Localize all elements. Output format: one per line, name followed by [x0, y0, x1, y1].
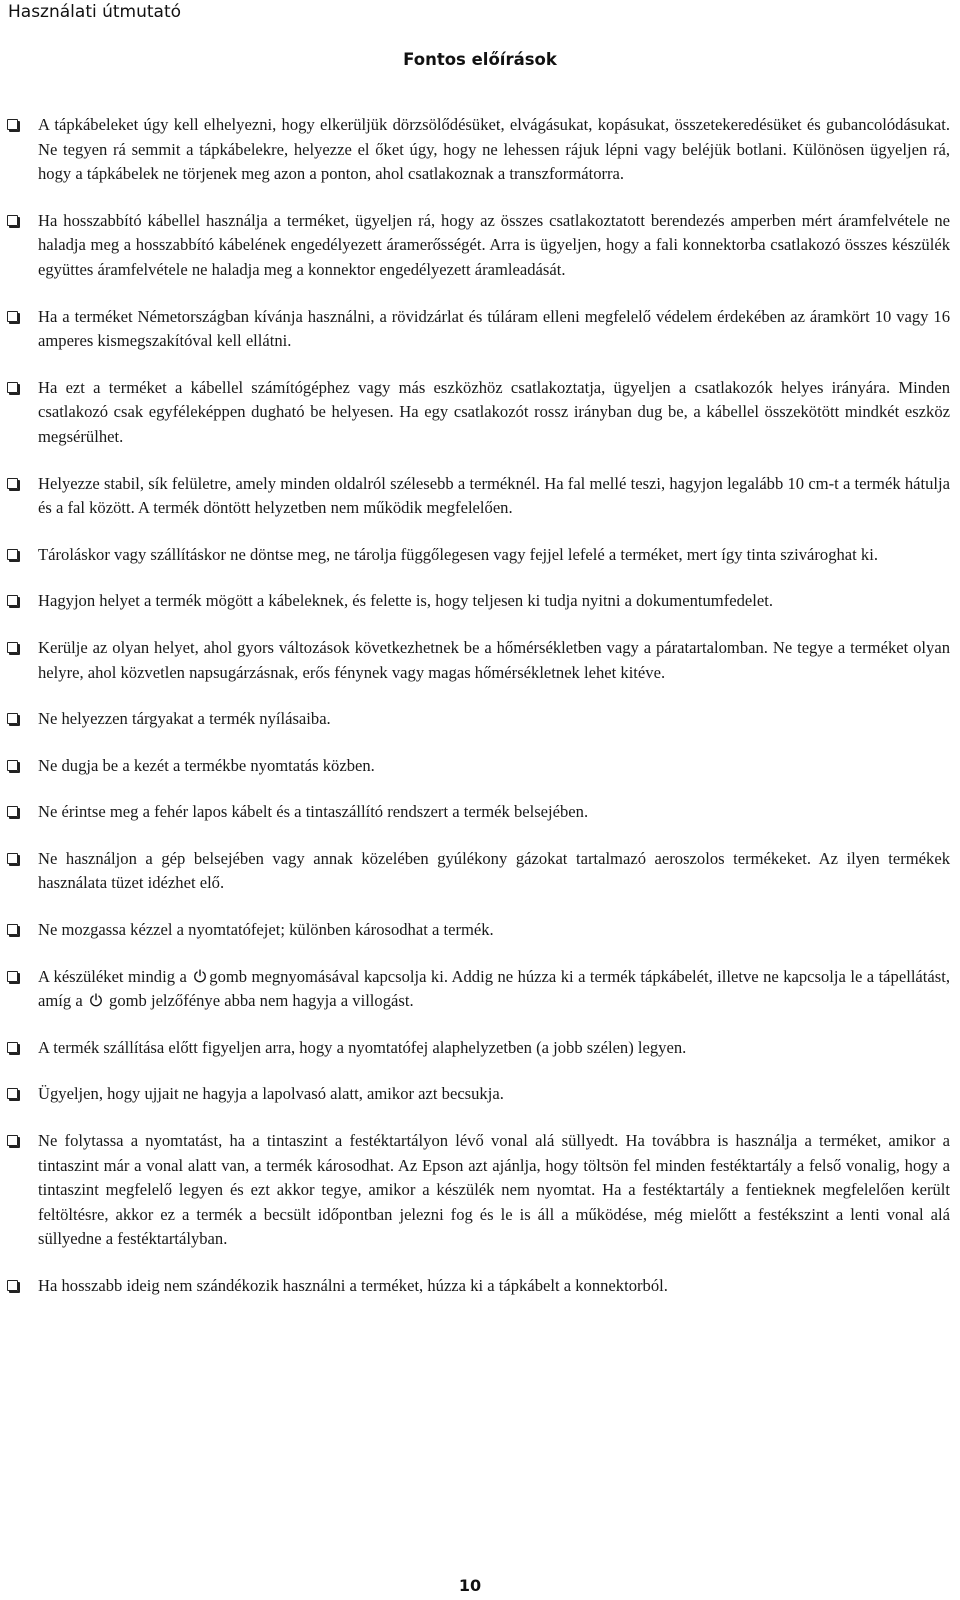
list-item-text: Ha hosszabb ideig nem szándékozik használni a terméket, húzza ki a tápkábelt a konnektorból. — [38, 1276, 668, 1295]
list-item — [6, 707, 950, 732]
list-item — [6, 376, 950, 450]
list-item-text: A készüléket mindig a — [38, 966, 187, 986]
checkbox-bullet-icon — [7, 806, 18, 817]
list-item-text: Ügyeljen, hogy ujjait ne hagyja a lapolvasó alatt, amikor azt becsukja. — [38, 1084, 504, 1104]
list-item — [6, 847, 950, 896]
list-item-text: Ne dugja be a kezét a termékbe nyomtatás közben. — [38, 755, 375, 775]
list-item-text: gomb jelzőfénye abba nem hagyja a villogást. — [109, 991, 414, 1011]
power-icon — [193, 969, 207, 983]
list-item — [6, 636, 950, 685]
document-header-title: Használati útmutató — [8, 2, 182, 22]
power-icon — [89, 993, 103, 1007]
checkbox-bullet-icon — [7, 215, 18, 226]
list-item-text: Kerülje az olyan helyet, ahol gyors változások következhetnek be a hőmérsékletben vagy a páratartalomban. Ne tegye a terméket olyan helyre, ahol közvetlen napsugárzásnak, erős fénynek vagy magas hőmérsékletnek lehet kitéve. — [38, 637, 950, 682]
list-item-text: Ne helyezzen tárgyakat a termék nyílásaiba. — [38, 709, 331, 729]
checkbox-bullet-icon — [7, 1042, 18, 1053]
checkbox-bullet-icon — [7, 1135, 18, 1146]
list-item-text: Ne érintse meg a fehér lapos kábelt és a tintaszállító rendszert a termék belsejében. — [38, 802, 589, 822]
list-item-text: A termék szállítása előtt figyeljen arra, hogy a nyomtatófej alaphelyzetben (a jobb szélen) legyen. — [38, 1037, 687, 1057]
list-item-text: Ne mozgassa kézzel a nyomtatófejet; különben károsodhat a termék. — [38, 920, 494, 940]
list-item — [6, 1274, 950, 1299]
checkbox-bullet-icon — [7, 311, 18, 322]
list-item — [6, 589, 950, 614]
list-item — [6, 965, 950, 1014]
list-item — [6, 543, 950, 568]
list-item-text: Ne használjon a gép belsejében vagy annak közelében gyúlékony gázokat tartalmazó aeroszolos termékeket. Az ilyen termékek használata tüzet idézhet elő. — [38, 848, 950, 893]
checkbox-bullet-icon — [7, 713, 18, 724]
list-item — [6, 113, 950, 187]
list-item — [6, 305, 950, 354]
checkbox-bullet-icon — [7, 119, 18, 130]
list-item-text: Ha hosszabbító kábellel használja a terméket, ügyeljen rá, hogy az összes csatlakoztatott berendezés amperben mért áramfelvétele ne haladja meg a hosszabbító kábelének engedélyezett áramerősségét. Arra is ügyeljen, hogy a fali konnektorba csatlakozó összes készülék együttes áramfelvétele ne haladja meg a konnektor engedélyezett áramleadását. — [38, 210, 950, 279]
list-item-text: Ne folytassa a nyomtatást, ha a tintaszint a festéktartályon lévő vonal alá süllyedt. Ha továbbra is használja a terméket, amikor a tintaszint már a vonal alatt van, a termék károsodhat. Az Epson azt ajánlja, hogy töltsön fel minden festéktartály a felső vonalig, hogy a tintaszint megfelelő legyen és ezt akkor tegye, amikor a készülék nem nyomtat. Ha a festéktartály a fentieknek megfelelően került feltöltésre, akkor ez a termék a becsült időpontban jelezni fog és le is áll a működése, még mielőtt a festékszint a lenti vonal alá süllyedne a festéktartályban. — [38, 1131, 950, 1249]
checkbox-bullet-icon — [7, 595, 18, 606]
list-item-text: Ha ezt a terméket a kábellel számítógéphez vagy más eszközhöz csatlakoztatja, ügyeljen a csatlakozók helyes irányára. Minden csatlakozó csak egyféleképpen dugható be helyesen. Ha egy csatlakozót rossz irányban dug be, a kábellel összekötött mindkét eszköz megsérülhet. — [38, 377, 950, 446]
checkbox-bullet-icon — [7, 549, 18, 560]
checkbox-bullet-icon — [7, 760, 18, 771]
page-number: 10 — [458, 1576, 482, 1595]
list-item — [6, 1082, 950, 1107]
list-item — [6, 1129, 950, 1252]
checkbox-bullet-icon — [7, 924, 18, 935]
checkbox-bullet-icon — [7, 971, 18, 982]
section-title: Fontos előírások — [403, 50, 557, 69]
checkbox-bullet-icon — [7, 853, 18, 864]
list-item — [6, 209, 950, 283]
checkbox-bullet-icon — [7, 1280, 18, 1291]
list-item-text: Ha a terméket Németországban kívánja használni, a rövidzárlat és túláram elleni megfelelő védelem érdekében az áramkört 10 vagy 16 amperes kismegszakítóval kell ellátni. — [38, 306, 950, 351]
list-item-text: A tápkábeleket úgy kell elhelyezni, hogy elkerüljük dörzsölődésüket, elvágásukat, kopásukat, összetekeredésüket és gubancolódásukat. Ne tegyen rá semmit a tápkábelekre, helyezze el őket úgy, hogy ne lehessen rájuk lépni vagy beléjük botlani. Különösen ügyeljen rá, hogy a tápkábelek ne törjenek meg azon a ponton, ahol csatlakoznak a transzformátorra. — [38, 115, 950, 184]
checkbox-bullet-icon — [7, 478, 18, 489]
list-item — [6, 472, 950, 521]
list-item — [6, 800, 950, 825]
list-item — [6, 918, 950, 943]
checkbox-bullet-icon — [7, 382, 18, 393]
list-item-text: Tároláskor vagy szállításkor ne döntse meg, ne tárolja függőlegesen vagy fejjel lefelé a terméket, mert így tinta szivároghat ki. — [38, 544, 878, 564]
list-item — [6, 754, 950, 779]
checkbox-bullet-icon — [7, 642, 18, 653]
list-item — [6, 1036, 950, 1061]
checkbox-bullet-icon — [7, 1088, 18, 1099]
precautions-list — [6, 113, 950, 1321]
list-item-text: gomb megnyomásával kapcsolja ki. Addig ne húzza ki a termék tápkábelét, illetve ne kapcsolja le a tápellátást, amíg a — [38, 966, 950, 1011]
list-item-text: Helyezze stabil, sík felületre, amely minden oldalról szélesebb a terméknél. Ha fal mellé teszi, hagyjon legalább 10 cm-t a termék hátulja és a fal között. A termék döntött helyzetben nem működik megfelelően. — [38, 473, 950, 518]
list-item-text: Hagyjon helyet a termék mögött a kábeleknek, és felette is, hogy teljesen ki tudja nyitni a dokumentumfedelet. — [38, 591, 773, 611]
